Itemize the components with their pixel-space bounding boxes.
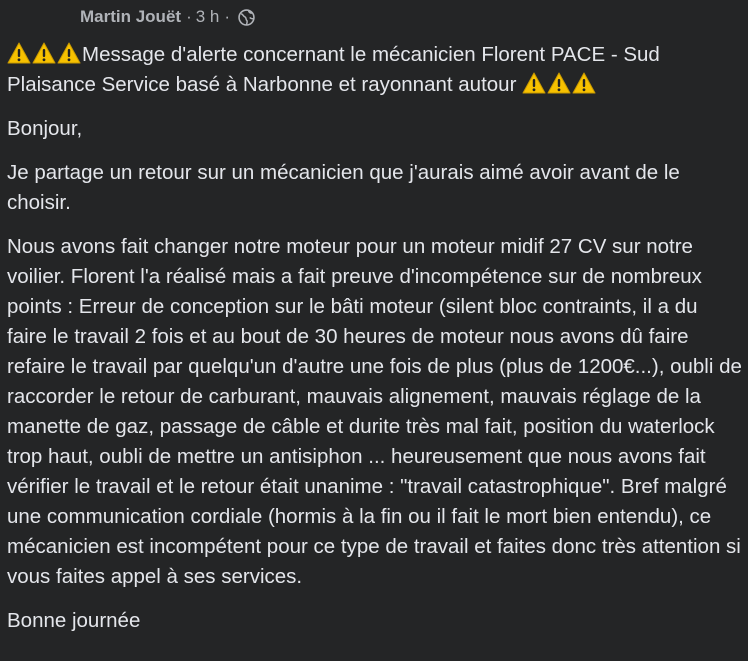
post-closing: Bonne journée [7,609,141,632]
post-intro: Je partage un retour sur un mécanicien que j'aurais aimé avoir avant de le choisir. [7,161,680,214]
post-content [7,40,743,650]
header-separator: · [186,7,192,26]
header-separator-2: · [224,7,231,26]
globe-icon[interactable] [238,9,255,26]
post-timestamp[interactable]: 3 h [195,7,220,26]
post-body: Nous avons fait changer notre moteur pour un moteur midif 27 CV sur notre voilier. Florent l'a réalisé mais a fait preuve d'incompétence sur de nombreux points : Erreur de conception sur le bâti moteur (silent bloc contraints, il a du faire le travail 2 fois et au bout de 30 heures de moteur nous avons dû faire refaire le travail par quelqu'un d'autre une fois de plus (plus de 1200€...), oubli de raccorder le retour de carburant, mauvais alignement, mauvais réglage de la manette de gaz, passage de câble et durite très mal fait, position du waterlock trop haut, oubli de mettre un antisiphon ... heureusement que nous avons fait vérifier le travail et le retour était unanime : "travail catastrophique". Bref malgré une communication cordiale (hormis à la fin ou il fait le mort bien entendu), ce mécanicien est incompétent pour ce type de travail et faites donc très attention si vous faites appel à ses services. [7,235,742,588]
post-title-text: Message d'alerte concernant le mécanicien Florent PACE - Sud Plaisance Service basé à Narbonne et rayonnant autour [7,43,660,96]
post-title [7,40,743,100]
post-header [80,5,255,29]
warning-icon [522,73,597,96]
author-name[interactable]: Martin Jouët [80,7,182,26]
warning-icon [7,43,82,66]
post-greeting: Bonjour, [7,117,83,140]
